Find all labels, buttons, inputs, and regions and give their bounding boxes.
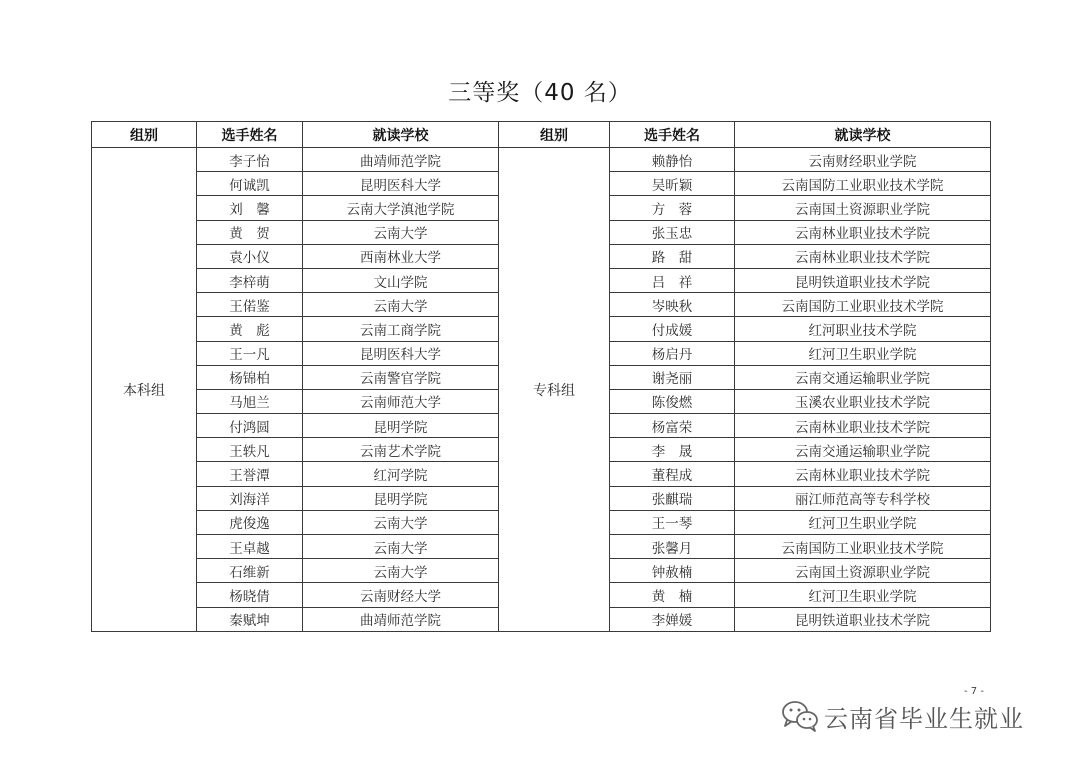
school-name: 昆明铁道职业技术学院	[735, 268, 991, 292]
awards-table	[91, 121, 991, 632]
table-row	[92, 148, 991, 172]
school-name: 昆明铁道职业技术学院	[735, 607, 991, 631]
student-name: 付成媛	[610, 317, 735, 341]
student-name: 钟赦楠	[610, 559, 735, 583]
student-name: 秦赋坤	[197, 607, 303, 631]
school-name: 云南国防工业职业技术学院	[735, 535, 991, 559]
student-name: 石维新	[197, 559, 303, 583]
school-name: 云南大学	[303, 510, 499, 534]
header-name: 选手姓名	[610, 122, 735, 148]
student-name: 杨晓倩	[197, 583, 303, 607]
school-name: 云南国防工业职业技术学院	[735, 172, 991, 196]
school-name: 红河卫生职业学院	[735, 510, 991, 534]
watermark	[780, 698, 1024, 734]
school-name: 云南交通运输职业学院	[735, 438, 991, 462]
wechat-icon	[780, 699, 820, 733]
student-name: 王一琴	[610, 510, 735, 534]
school-name: 红河卫生职业学院	[735, 583, 991, 607]
school-name: 云南国土资源职业学院	[735, 196, 991, 220]
school-name: 曲靖师范学院	[303, 607, 499, 631]
school-name: 云南大学	[303, 293, 499, 317]
student-name: 张馨月	[610, 535, 735, 559]
school-name: 云南工商学院	[303, 317, 499, 341]
school-name: 云南财经大学	[303, 583, 499, 607]
student-name: 刘海洋	[197, 486, 303, 510]
header-group: 组别	[92, 122, 197, 148]
student-name: 袁小仪	[197, 244, 303, 268]
student-name: 刘 馨	[197, 196, 303, 220]
student-name: 吴昕颖	[610, 172, 735, 196]
student-name: 谢尧丽	[610, 365, 735, 389]
school-name: 昆明医科大学	[303, 341, 499, 365]
student-name: 杨锦柏	[197, 365, 303, 389]
school-name: 云南林业职业技术学院	[735, 462, 991, 486]
student-name: 杨启丹	[610, 341, 735, 365]
school-name: 云南交通运输职业学院	[735, 365, 991, 389]
school-name: 云南国土资源职业学院	[735, 559, 991, 583]
school-name: 云南国防工业职业技术学院	[735, 293, 991, 317]
group-cell: 专科组	[499, 148, 610, 632]
school-name: 云南林业职业技术学院	[735, 244, 991, 268]
student-name: 岑映秋	[610, 293, 735, 317]
student-name: 何诚凯	[197, 172, 303, 196]
student-name: 吕 祥	[610, 268, 735, 292]
group-cell: 本科组	[92, 148, 197, 632]
header-name: 选手姓名	[197, 122, 303, 148]
student-name: 陈俊燃	[610, 389, 735, 413]
student-name: 方 蓉	[610, 196, 735, 220]
table-header-row	[92, 122, 991, 148]
student-name: 路 甜	[610, 244, 735, 268]
school-name: 昆明医科大学	[303, 172, 499, 196]
student-name: 赖静怡	[610, 148, 735, 172]
school-name: 云南大学	[303, 559, 499, 583]
school-name: 云南林业职业技术学院	[735, 414, 991, 438]
school-name: 曲靖师范学院	[303, 148, 499, 172]
school-name: 云南大学滇池学院	[303, 196, 499, 220]
student-name: 付鸿圆	[197, 414, 303, 438]
student-name: 虎俊逸	[197, 510, 303, 534]
school-name: 云南师范大学	[303, 389, 499, 413]
student-name: 董程成	[610, 462, 735, 486]
student-name: 黄 楠	[610, 583, 735, 607]
student-name: 黄 贺	[197, 220, 303, 244]
school-name: 昆明学院	[303, 486, 499, 510]
school-name: 玉溪农业职业技术学院	[735, 389, 991, 413]
student-name: 黄 彪	[197, 317, 303, 341]
student-name: 马旭兰	[197, 389, 303, 413]
student-name: 李婵媛	[610, 607, 735, 631]
school-name: 丽江师范高等专科学校	[735, 486, 991, 510]
school-name: 西南林业大学	[303, 244, 499, 268]
school-name: 红河职业技术学院	[735, 317, 991, 341]
watermark-text: 云南省毕业生就业	[824, 704, 1024, 733]
document-title: 三等奖（40 名）	[448, 80, 632, 106]
student-name: 王誉潭	[197, 462, 303, 486]
student-name: 王轶凡	[197, 438, 303, 462]
student-name: 李 晟	[610, 438, 735, 462]
student-name: 王卓越	[197, 535, 303, 559]
page-number: - 7 -	[964, 686, 984, 697]
student-name: 张玉忠	[610, 220, 735, 244]
school-name: 云南大学	[303, 535, 499, 559]
header-group: 组别	[499, 122, 610, 148]
student-name: 张麒瑞	[610, 486, 735, 510]
student-name: 王偌鉴	[197, 293, 303, 317]
student-name: 王一凡	[197, 341, 303, 365]
school-name: 云南财经职业学院	[735, 148, 991, 172]
school-name: 昆明学院	[303, 414, 499, 438]
school-name: 红河卫生职业学院	[735, 341, 991, 365]
school-name: 云南林业职业技术学院	[735, 220, 991, 244]
header-school: 就读学校	[735, 122, 991, 148]
student-name: 李子怡	[197, 148, 303, 172]
school-name: 云南艺术学院	[303, 438, 499, 462]
student-name: 杨富荣	[610, 414, 735, 438]
school-name: 文山学院	[303, 268, 499, 292]
school-name: 云南大学	[303, 220, 499, 244]
student-name: 李梓萌	[197, 268, 303, 292]
school-name: 红河学院	[303, 462, 499, 486]
school-name: 云南警官学院	[303, 365, 499, 389]
header-school: 就读学校	[303, 122, 499, 148]
